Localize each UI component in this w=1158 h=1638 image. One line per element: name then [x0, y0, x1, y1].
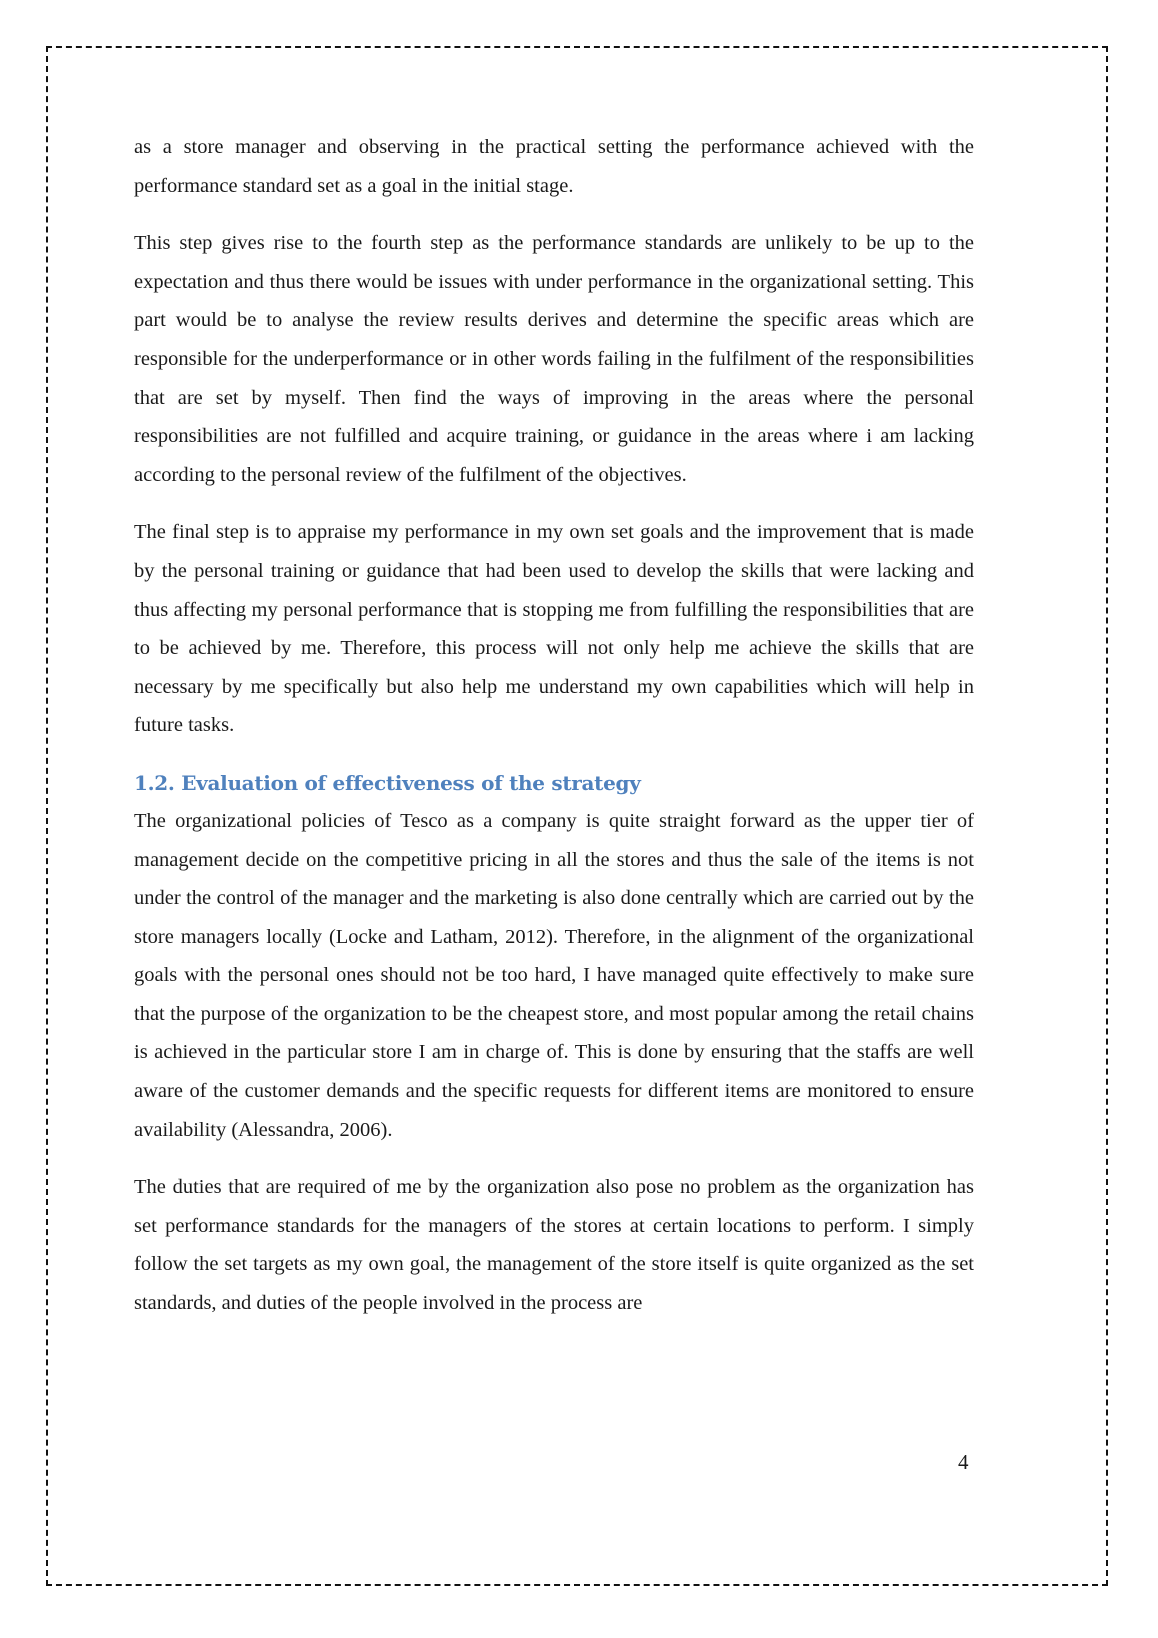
paragraph: The final step is to appraise my performance in my own set goals and the improvement that is made by the personal training or guidance that had been used to develop the skills that were lacking and thus affecting my personal performance that is stopping me from fulfilling the responsibilities that are to be achieved by me. Therefore, this process will not only help me achieve the skills that are necessary by me specifically but also help me understand my own capabilities which will help in future tasks.: [134, 521, 974, 737]
section-heading: 1.2. Evaluation of effectiveness of the strategy: [134, 770, 641, 795]
paragraph: The duties that are required of me by the organization also pose no problem as the organization has set performance standards for the managers of the stores at certain locations to perform. I simply follow the set targets as my own goal, the management of the store itself is quite organized as the set standards, and duties of the people involved in the process are: [134, 1176, 974, 1315]
paragraph: as a store manager and observing in the practical setting the performance achieved with the performance standard set as a goal in the initial stage.: [134, 136, 974, 197]
document-body: [134, 128, 974, 1342]
page-number: 4: [958, 1450, 969, 1474]
paragraph: This step gives rise to the fourth step as the performance standards are unlikely to be up to the expectation and thus there would be issues with under performance in the organizational setting. This part would be to analyse the review results derives and determine the specific areas which are responsible for the underperformance or in other words failing in the fulfilment of the responsibilities that are set by myself. Then find the ways of improving in the areas where the personal responsibilities are not fulfilled and acquire training, or guidance in the areas where i am lacking according to the personal review of the fulfilment of the objectives.: [134, 232, 974, 486]
paragraph: The organizational policies of Tesco as a company is quite straight forward as the upper tier of management decide on the competitive pricing in all the stores and thus the sale of the items is not under the control of the manager and the marketing is also done centrally which are carried out by the store managers locally (Locke and Latham, 2012). Therefore, in the alignment of the organizational goals with the personal ones should not be too hard, I have managed quite effectively to make sure that the purpose of the organization to be the cheapest store, and most popular among the retail chains is achieved in the particular store I am in charge of. This is done by ensuring that the staffs are well aware of the customer demands and the specific requests for different items are monitored to ensure availability (Alessandra, 2006).: [134, 809, 974, 1141]
